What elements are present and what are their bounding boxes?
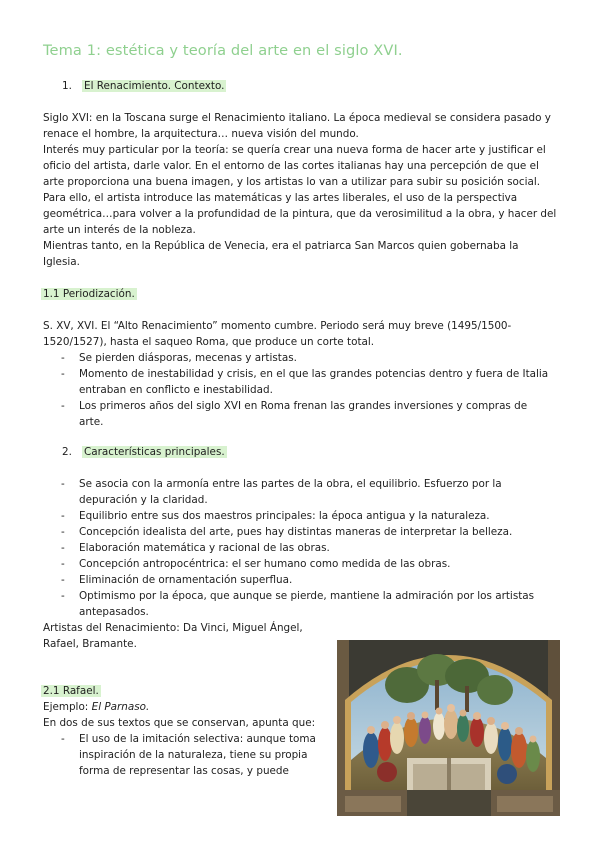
list-item: - Los primeros años del siglo XVI en Roma frenan las grandes inversiones y compras de arte. [43,398,553,430]
example-title: El Parnaso. [91,701,150,713]
section-2-number: 2. [62,446,72,458]
list-item: - Equilibrio entre sus dos maestros principales: la época antigua y la naturaleza. [43,508,553,524]
section-2-1-list [43,731,333,779]
section-2-1-heading-text: 2.1 Rafael. [43,685,99,697]
list-item: - El uso de la imitación selectiva: aunque toma inspiración de la naturaleza, tiene su propia forma de representar las cosas, y puede [43,731,333,779]
document-title: Tema 1: estética y teoría del arte en el siglo XVI. [43,42,403,59]
example-line [43,699,333,715]
list-item: - Elaboración matemática y racional de las obras. [43,540,553,556]
example-label: Ejemplo: [43,701,89,713]
list-item: - Momento de inestabilidad y crisis, en el que las grandes potencias dentro y fuera de Italia entraban en conflicto e inestabilidad. [43,366,553,398]
section-1-1-intro: S. XV, XVI. El “Alto Renacimiento” momento cumbre. Periodo será muy breve (1495/1500-1520/1527), hasta el saqueo Roma, que produce un corte total. [43,320,512,348]
section-1-1-body [43,318,553,430]
list-item: - Concepción antropocéntrica: el ser humano como medida de las obras. [43,556,553,572]
section-2-list-block [43,476,553,620]
section-1-number: 1. [62,80,72,92]
section-1-body [43,110,557,270]
section-1-heading [62,78,226,94]
list-item: - Se asocia con la armonía entre las partes de la obra, el equilibrio. Esfuerzo por la depuración y la claridad. [43,476,553,508]
section-1-paragraph: Mientras tanto, en la República de Venecia, era el patriarca San Marcos quien gobernaba la Iglesia. [43,240,519,268]
section-1-1-heading-text: 1.1 Periodización. [43,288,135,300]
parnassus-painting-image [337,640,560,816]
section-1-heading-text: El Renacimiento. Contexto. [84,80,225,92]
section-2-1-heading [41,683,101,699]
list-item: - Eliminación de ornamentación superflua. [43,572,553,588]
list-item: - Concepción idealista del arte, pues hay distintas maneras de interpretar la belleza. [43,524,553,540]
section-1-paragraph: Interés muy particular por la teoría: se quería crear una nueva forma de hacer arte y justificar el oficio del artista, darle valor. En el entorno de las cortes italianas hay una percepción de que el arte proporciona una buena imagen, y los artistas lo van a utilizar para subir su posición social. Para ello, el artista introduce las matemáticas y las artes liberales, el uso de la perspectiva geométrica…para volver a la profundidad de la pintura, que da verosimilitud a la obra, y hacer del arte un interés de la nobleza. [43,144,557,236]
parnassus-painting-svg [337,640,560,816]
artists-line: Artistas del Renacimiento: Da Vinci, Miguel Ángel, Rafael, Bramante. [43,622,303,650]
section-1-1-heading [41,286,137,302]
section-2-list [43,476,553,620]
list-item: - Se pierden diásporas, mecenas y artistas. [43,350,553,366]
list-item: - Optimismo por la época, que aunque se pierde, mantiene la admiración por los artistas antepasados. [43,588,553,620]
section-2-heading [62,444,227,460]
section-2-1-intro: En dos de sus textos que se conservan, apunta que: [43,717,316,729]
section-2-heading-text: Características principales. [84,446,225,458]
section-1-paragraph: Siglo XVI: en la Toscana surge el Renacimiento italiano. La época medieval se considera pasado y renace el hombre, la arquitectura… nueva visión del mundo. [43,112,551,140]
section-2-1-body [43,699,333,779]
section-1-1-list [43,350,553,430]
